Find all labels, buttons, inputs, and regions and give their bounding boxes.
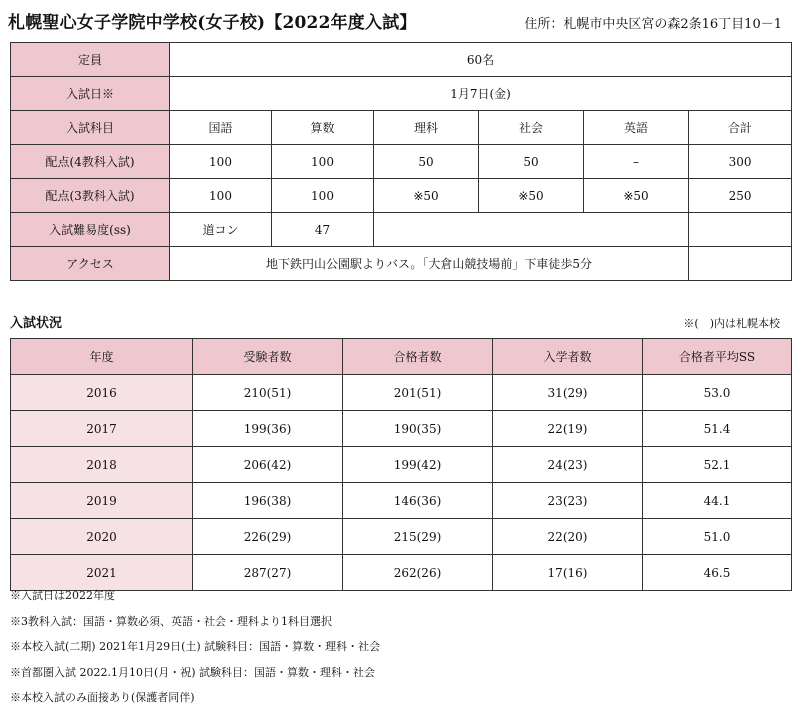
footnote: ※入試日は2022年度	[10, 589, 115, 602]
examinees-cell: 206(42)	[193, 447, 343, 483]
exam-info-table	[10, 42, 792, 281]
exam-date-value: 1月7日(金)	[170, 77, 792, 111]
average-ss-cell: 46.5	[643, 555, 792, 591]
exam-date-row	[11, 77, 792, 111]
table-row	[11, 411, 792, 447]
table-row	[11, 483, 792, 519]
enrollees-cell: 17(16)	[493, 555, 643, 591]
difficulty-value: 47	[272, 213, 374, 247]
year-cell: 2021	[11, 555, 193, 591]
footnote: ※本校入試(二期) 2021年1月29日(土) 試験科目：国語・算数・理科・社会	[10, 640, 381, 653]
exam-date-label: 入試日※	[11, 77, 170, 111]
page-title: 札幌聖心女子学院中学校(女子校)【2022年度入試】	[8, 13, 417, 33]
access-label: アクセス	[11, 247, 170, 281]
subject-cell: 合計	[689, 111, 792, 145]
examinees-cell: 226(29)	[193, 519, 343, 555]
enrollees-cell: 23(23)	[493, 483, 643, 519]
points-cell: 100	[272, 179, 374, 213]
capacity-label: 定員	[11, 43, 170, 77]
table-row	[11, 447, 792, 483]
points-cell: 100	[170, 145, 272, 179]
passers-cell: 146(36)	[343, 483, 493, 519]
access-row	[11, 247, 792, 281]
school-address: 住所：札幌市中央区宮の森2条16丁目10－1	[524, 17, 782, 32]
enrollees-cell: 22(19)	[493, 411, 643, 447]
points-cell: 100	[272, 145, 374, 179]
points-cell: 50	[479, 145, 584, 179]
footnote: ※3教科入試：国語・算数必須、英語・社会・理科より1科目選択	[10, 614, 332, 628]
exam-status-table	[10, 338, 792, 591]
column-header: 年度	[11, 339, 193, 375]
footnote: ※本校入試のみ面接あり(保護者同伴)	[10, 691, 195, 704]
enrollees-cell: 31(29)	[493, 375, 643, 411]
subject-cell: 社会	[479, 111, 584, 145]
points-4-label: 配点(4教科入試)	[11, 145, 170, 179]
examinees-cell: 196(38)	[193, 483, 343, 519]
average-ss-cell: 51.0	[643, 519, 792, 555]
passers-cell: 215(29)	[343, 519, 493, 555]
table-header-row	[11, 339, 792, 375]
average-ss-cell: 51.4	[643, 411, 792, 447]
capacity-value: 60名	[170, 43, 792, 77]
subject-cell: 国語	[170, 111, 272, 145]
exam-status-heading: 入試状況	[10, 316, 63, 331]
difficulty-row	[11, 213, 792, 247]
subjects-label: 入試科目	[11, 111, 170, 145]
subject-cell: 英語	[584, 111, 689, 145]
subjects-row	[11, 111, 792, 145]
table-row	[11, 519, 792, 555]
average-ss-cell: 53.0	[643, 375, 792, 411]
difficulty-label: 入試難易度(ss)	[11, 213, 170, 247]
passers-cell: 199(42)	[343, 447, 493, 483]
examinees-cell: 287(27)	[193, 555, 343, 591]
footnotes	[10, 583, 380, 711]
column-header: 受験者数	[193, 339, 343, 375]
passers-cell: 262(26)	[343, 555, 493, 591]
points-cell: ※50	[479, 179, 584, 213]
capacity-row	[11, 43, 792, 77]
passers-cell: 201(51)	[343, 375, 493, 411]
empty-cell	[374, 213, 689, 247]
points-cell: 50	[374, 145, 479, 179]
points-4-row	[11, 145, 792, 179]
year-cell: 2016	[11, 375, 193, 411]
examinees-cell: 199(36)	[193, 411, 343, 447]
year-cell: 2020	[11, 519, 193, 555]
exam-status-note: ※( )内は札幌本校	[683, 317, 780, 330]
points-3-label: 配点(3教科入試)	[11, 179, 170, 213]
column-header: 合格者数	[343, 339, 493, 375]
points-cell: –	[584, 145, 689, 179]
points-cell: 300	[689, 145, 792, 179]
enrollees-cell: 22(20)	[493, 519, 643, 555]
year-cell: 2017	[11, 411, 193, 447]
empty-cell	[689, 247, 792, 281]
page-header	[8, 4, 792, 38]
average-ss-cell: 52.1	[643, 447, 792, 483]
points-cell: ※50	[584, 179, 689, 213]
footnote: ※首都圏入試 2022.1月10日(月・祝) 試験科目：国語・算数・理科・社会	[10, 665, 376, 679]
difficulty-source: 道コン	[170, 213, 272, 247]
column-header: 入学者数	[493, 339, 643, 375]
points-3-row	[11, 179, 792, 213]
subject-cell: 算数	[272, 111, 374, 145]
points-cell: 250	[689, 179, 792, 213]
enrollees-cell: 24(23)	[493, 447, 643, 483]
year-cell: 2019	[11, 483, 193, 519]
table-row	[11, 375, 792, 411]
points-cell: 100	[170, 179, 272, 213]
passers-cell: 190(35)	[343, 411, 493, 447]
average-ss-cell: 44.1	[643, 483, 792, 519]
examinees-cell: 210(51)	[193, 375, 343, 411]
empty-cell	[689, 213, 792, 247]
column-header: 合格者平均SS	[643, 339, 792, 375]
points-cell: ※50	[374, 179, 479, 213]
access-value: 地下鉄円山公園駅よりバス。「大倉山競技場前」下車徒歩5分	[170, 247, 689, 281]
year-cell: 2018	[11, 447, 193, 483]
subject-cell: 理科	[374, 111, 479, 145]
